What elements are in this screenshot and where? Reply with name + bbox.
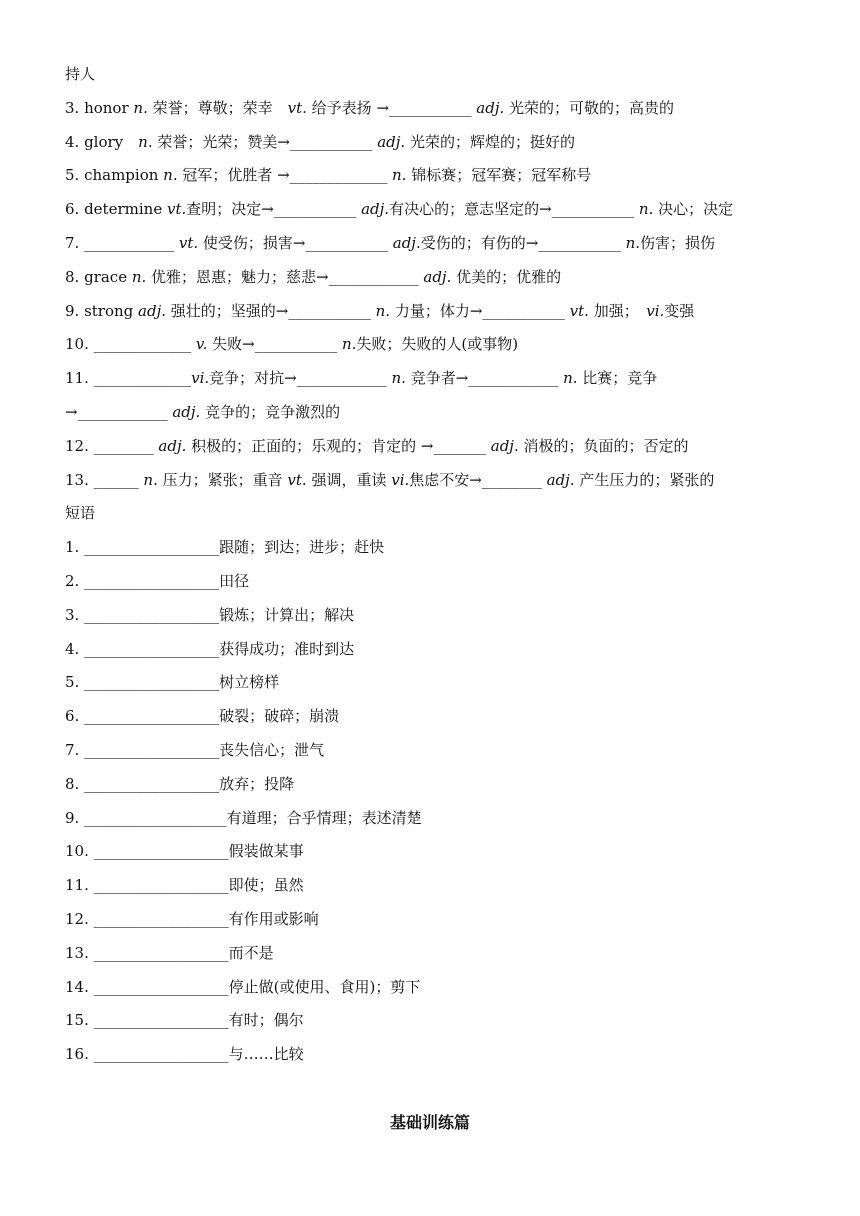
text-segment: 产生压力的；紧张的 (574, 470, 715, 489)
text-line (65, 1008, 805, 1042)
part-of-speech: vi. (391, 470, 410, 489)
part-of-speech: v. (195, 335, 208, 354)
text-line (65, 941, 805, 975)
part-of-speech: vi. (646, 301, 665, 320)
text-segment: 4. glory (65, 132, 139, 151)
text-segment: 14. __________________停止做(或使用、食用)；剪下 (65, 977, 421, 996)
text-segment: 变强 (664, 301, 695, 320)
text-segment: 光荣的；可敬的；高贵的 (504, 98, 675, 117)
part-of-speech: n. (163, 166, 178, 185)
text-segment: 焦虑不安→________ (409, 470, 547, 489)
text-segment: 9. ___________________有道理；合乎情理；表述清楚 (65, 808, 422, 827)
text-line (65, 772, 805, 806)
text-line (65, 197, 805, 231)
part-of-speech: n. (143, 470, 158, 489)
text-line (65, 839, 805, 873)
text-segment: 6. __________________破裂；破碎；崩溃 (65, 707, 340, 726)
text-line (65, 806, 805, 840)
document-body (65, 62, 805, 1076)
part-of-speech: adj. (158, 436, 187, 455)
text-line (65, 569, 805, 603)
part-of-speech: vt. (178, 233, 199, 252)
text-segment: 8. grace (65, 267, 132, 286)
text-segment: 荣誉；光荣；赞美→___________ (152, 132, 378, 151)
part-of-speech: vi. (191, 369, 210, 388)
part-of-speech: adj. (361, 200, 390, 219)
text-line (65, 366, 805, 400)
text-segment: 5. champion (65, 166, 164, 185)
text-line (65, 603, 805, 637)
text-line (65, 130, 805, 164)
text-segment: 6. determine (65, 200, 167, 219)
part-of-speech: vt. (287, 470, 307, 489)
text-line (65, 163, 805, 197)
part-of-speech: adj. (423, 267, 452, 286)
text-line (65, 907, 805, 941)
part-of-speech: adj. (377, 132, 406, 151)
text-line (65, 975, 805, 1009)
text-segment: →____________ (65, 402, 173, 421)
text-line (65, 332, 805, 366)
text-line (65, 738, 805, 772)
text-segment: 竞争者→____________ (405, 369, 564, 388)
text-segment: 短语 (65, 504, 96, 523)
text-line (65, 873, 805, 907)
text-segment: 力量；体力→___________ (390, 301, 570, 320)
text-line (65, 231, 805, 265)
text-segment: 压力；紧张；重音 (157, 470, 288, 489)
text-segment: 16. __________________与……比较 (65, 1045, 304, 1064)
text-segment: 加强； (588, 301, 647, 320)
text-segment: 优美的；优雅的 (451, 267, 562, 286)
text-line (65, 265, 805, 299)
text-line (65, 704, 805, 738)
text-segment: 伤害；损伤 (640, 233, 716, 252)
part-of-speech: adj. (546, 470, 575, 489)
text-segment: 11. _____________ (65, 369, 192, 388)
text-segment: 7. __________________丧失信心；泄气 (65, 740, 325, 759)
text-segment: 查明；决定→___________ (186, 200, 362, 219)
text-segment: 5. __________________树立榜样 (65, 673, 280, 692)
part-of-speech: adj. (172, 402, 201, 421)
part-of-speech: adj. (138, 301, 167, 320)
part-of-speech: adj. (392, 233, 421, 252)
text-segment: 持人 (65, 65, 96, 83)
text-line (65, 670, 805, 704)
part-of-speech: vt. (166, 200, 187, 219)
part-of-speech: vt. (569, 301, 589, 320)
part-of-speech: n. (563, 369, 578, 388)
part-of-speech: n. (391, 369, 406, 388)
text-segment: 竞争的；竞争激烈的 (200, 402, 341, 421)
text-line (65, 400, 805, 434)
text-line (65, 501, 805, 535)
text-segment: 使受伤；损害→___________ (198, 233, 393, 252)
part-of-speech: n. (638, 200, 654, 219)
part-of-speech: n. (391, 166, 407, 185)
text-segment: 1. __________________跟随；到达；进步；赶快 (65, 538, 385, 557)
text-segment: 优雅；恩惠；魅力；慈悲→____________ (146, 267, 424, 286)
text-segment: 失败→___________ (207, 335, 342, 354)
part-of-speech: n. (138, 132, 153, 151)
part-of-speech: n. (625, 233, 640, 252)
text-segment: 15. __________________有时；偶尔 (65, 1011, 304, 1030)
text-segment: 决心；决定 (653, 200, 734, 219)
text-segment: 强壮的；坚强的→___________ (166, 301, 376, 320)
text-segment: 失败；失败的人(或事物) (356, 335, 519, 354)
text-segment: 荣誉；尊敬；荣幸 (147, 98, 288, 117)
section-title: 基础训练篇 (389, 1113, 470, 1132)
text-segment: 冠军；优胜者 →_____________ (177, 166, 392, 185)
text-segment: 给予表扬 →___________ (306, 98, 477, 117)
text-segment: 受伤的；有伤的→___________ (420, 233, 626, 252)
text-segment: 锦标赛；冠军赛；冠军称号 (406, 166, 592, 185)
text-segment: 3. __________________锻炼；计算出；解决 (65, 605, 355, 624)
part-of-speech: adj. (476, 98, 505, 117)
part-of-speech: vt. (287, 98, 307, 117)
text-segment: 光荣的；辉煌的；挺好的 (405, 132, 575, 151)
part-of-speech: n. (133, 98, 148, 117)
text-segment: 13. __________________而不是 (65, 943, 274, 962)
text-line (65, 299, 805, 333)
text-segment: 13. ______ (65, 470, 144, 489)
text-line (65, 535, 805, 569)
text-segment: 12. __________________有作用或影响 (65, 909, 319, 928)
text-segment: 10. __________________假装做某事 (65, 842, 304, 861)
part-of-speech: adj. (490, 436, 519, 455)
part-of-speech: n. (131, 267, 147, 286)
text-segment: 7. ____________ (65, 233, 179, 252)
text-segment: 积极的；正面的；乐观的；肯定的 →_______ (186, 436, 491, 455)
part-of-speech: n. (375, 301, 391, 320)
text-line (65, 96, 805, 130)
text-line (65, 434, 805, 468)
text-segment: 竞争；对抗→____________ (209, 369, 392, 388)
text-line (65, 637, 805, 671)
text-segment: 比赛；竞争 (577, 369, 658, 388)
text-segment: 3. honor (65, 98, 134, 117)
text-segment: 消极的；负面的；否定的 (518, 436, 689, 455)
text-line (65, 468, 805, 502)
text-segment: 11. __________________即使；虽然 (65, 876, 304, 895)
text-segment: 有决心的；意志坚定的→___________ (389, 200, 639, 219)
part-of-speech: n. (341, 335, 357, 354)
text-segment: 2. __________________田径 (65, 571, 250, 590)
text-segment: 10. _____________ (65, 335, 196, 354)
text-segment: 9. strong (65, 301, 139, 320)
text-segment: 12. ________ (65, 436, 159, 455)
text-line (65, 1042, 805, 1076)
text-segment: 4. __________________获得成功；准时到达 (65, 639, 355, 658)
text-segment: 8. __________________放弃；投降 (65, 774, 295, 793)
text-line (65, 62, 805, 96)
text-segment: 强调，重读 (306, 470, 392, 489)
